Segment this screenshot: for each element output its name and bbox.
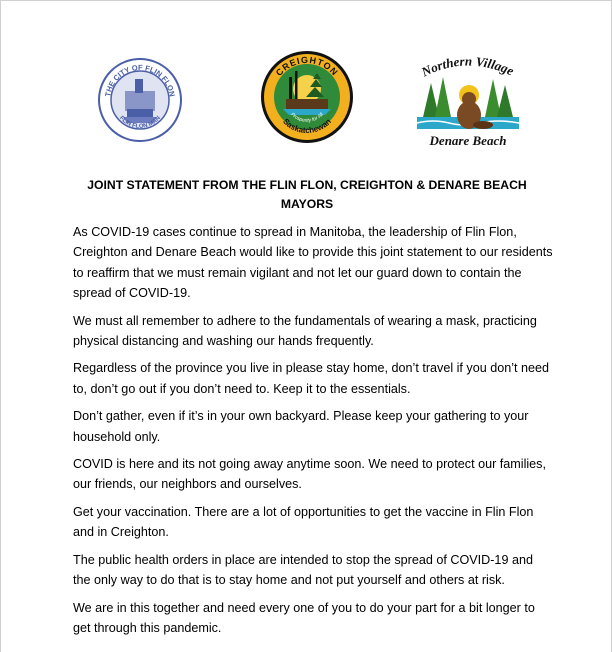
denare-arc-text: Northern Village	[418, 53, 517, 80]
paragraph: Regardless of the province you live in please stay home, don’t travel if you don’t need to, don’t go out if you don’t need to. Keep it to the essentials.	[73, 361, 550, 396]
paragraph: Don’t gather, even if it’s in your own backyard. Please keep your gathering to your household only.	[73, 409, 529, 444]
paragraph: Get your vaccination. There are a lot of opportunities to get the vaccine in Flin Flon and in Creighton.	[73, 504, 534, 540]
logo-row	[1, 39, 612, 149]
flin-flon-seal-logo	[97, 57, 183, 143]
paragraph: COVID is here and its not going away anytime soon. We need to protect our families, our friends, our neighbors and ourselves.	[73, 457, 546, 492]
creighton-ring-bottom: Saskatchewan	[281, 116, 333, 136]
paragraph: As COVID-19 cases continue to spread in Manitoba, the leadership of Flin Flon, Creighton and Denare Beach would like to provide this joint statement to our residents to reaffirm that we must remain vigilant and not let our guard down to contain the spread of COVID-19.	[73, 225, 553, 301]
statement-body	[73, 222, 553, 645]
creighton-logo	[259, 49, 355, 145]
svg-text:Northern Village	[418, 53, 516, 79]
title-line-1: JOINT STATEMENT FROM THE FLIN FLON, CREIGHTON & DENARE BEACH	[87, 178, 527, 192]
denare-name-text: Denare Beach	[429, 133, 507, 148]
creighton-motto: Prosperity for All	[289, 111, 325, 124]
denare-beach-logo	[403, 45, 533, 153]
flin-flon-ring-top: THE CITY OF FLIN FLON	[103, 62, 177, 98]
title-line-2: MAYORS	[280, 197, 334, 211]
paragraph: We must all remember to adhere to the fundamentals of wearing a mask, practicing physical distancing and washing our hands frequently.	[73, 313, 537, 349]
statement-title	[71, 176, 543, 214]
paragraph: We are in this together and need every one of you to do your part for a bit longer to get through this pandemic.	[73, 600, 535, 635]
paragraph: The public health orders in place are intended to stop the spread of COVID-19 and the only way to do that is to stay home and not put yourself and others at risk.	[73, 552, 533, 588]
creighton-ring-top: CREIGHTON	[273, 54, 341, 78]
flin-flon-ring-bottom: FLIN FLON MAN	[118, 115, 162, 130]
